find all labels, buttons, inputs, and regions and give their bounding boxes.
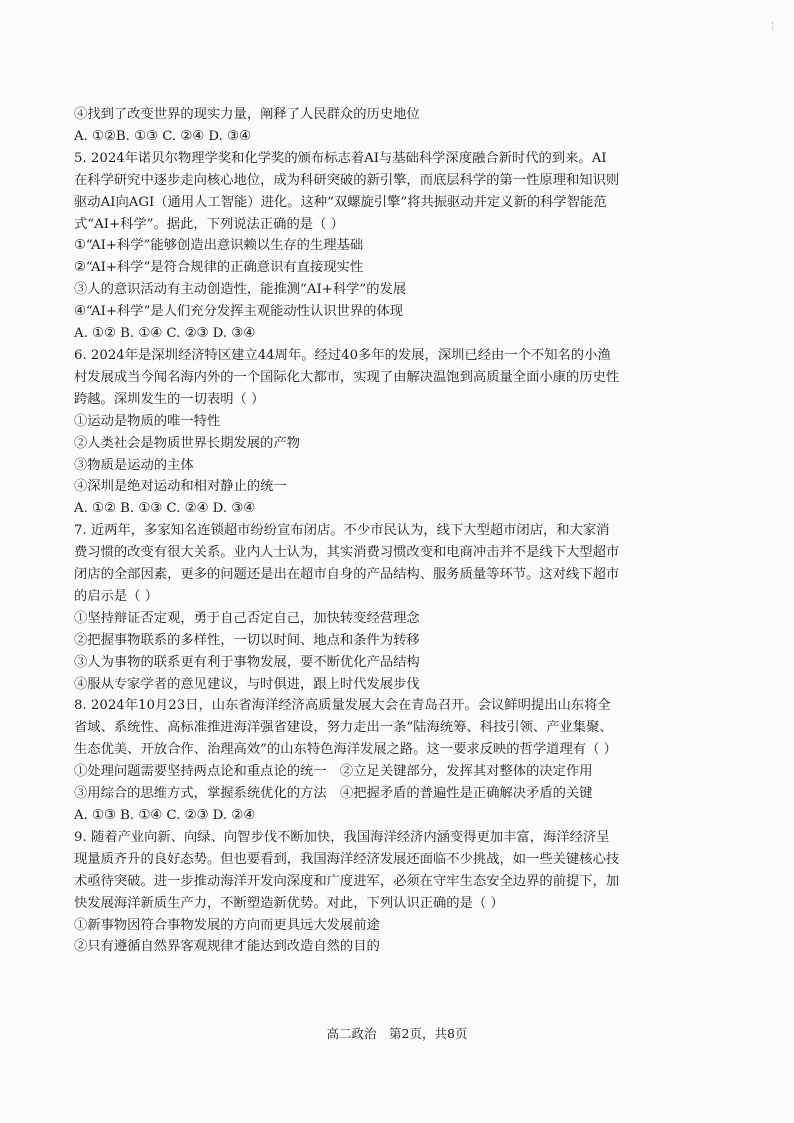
text-line: ③人为事物的联系更有利于事物发展，要不断优化产品结构 (74, 654, 420, 670)
text-line: A. ①②B. ①③ C. ②④ D. ③④ (74, 128, 251, 144)
text-line: ②把握事物联系的多样性，一切以时间、地点和条件为转移 (74, 632, 420, 648)
question-text (74, 104, 674, 958)
text-line: 跨越。深圳发生的一切表明（ ） (74, 391, 265, 407)
text-line: A. ①② B. ①④ C. ②③ D. ③④ (74, 326, 256, 342)
text-line: 驱动AI向AGI（通用人工智能）进化。这种“双螺旋引擎”将共振驱动并定义新的科学智能范 (74, 194, 607, 210)
text-line: ③用综合的思维方式，掌握系统优化的方法 ④把握矛盾的普遍性是正确解决矛盾的关键 (74, 786, 593, 802)
text-line: 省域、系统性、高标准推进海洋强省建设，努力走出一条“陆海统筹、科技引领、产业集聚、 (74, 720, 613, 736)
text-line: ①坚持辩证否定观，勇于自己否定自己，加快转变经营理念 (74, 610, 420, 626)
text-line: ②“AI+科学”是符合规律的正确意识有直接现实性 (74, 260, 364, 276)
text-line: 费习惯的改变有很大关系。业内人士认为，其实消费习惯改变和电商冲击并不是线下大型超市 (74, 545, 620, 561)
text-line: 闭店的全部因素，更多的问题还是出在超市自身的产品结构、服务质量等环节。这对线下超市 (74, 567, 620, 583)
text-line: ②人类社会是物质世界长期发展的产物 (74, 435, 301, 451)
text-line: 术亟待突破。进一步推动海洋开发向深度和广度进军，必须在守牢生态安全边界的前提下，加 (74, 873, 620, 889)
text-line: ④“AI+科学”是人们充分发挥主观能动性认识世界的体现 (74, 304, 404, 320)
text-line: 现量质齐升的良好态势。但也要看到，我国海洋经济发展还面临不少挑战，如一些关键核心技 (74, 851, 620, 867)
text-line: ④深圳是绝对运动和相对静止的统一 (74, 479, 287, 495)
text-line: A. ①② B. ①③ C. ②④ D. ③④ (74, 501, 256, 517)
text-line: 9. 随着产业向新、向绿、向智步伐不断加快，我国海洋经济内涵变得更加丰富，海洋经济呈 (74, 829, 610, 845)
text-line: ②只有遵循自然界客观规律才能达到改造自然的目的 (74, 939, 380, 955)
text-line: ④找到了改变世界的现实力量，阐释了人民群众的历史地位 (74, 107, 420, 122)
text-line: 式“AI+科学”。据此，下列说法正确的是（ ） (74, 216, 344, 232)
page-footer: 高二政治 第2页，共8页 (326, 1026, 468, 1041)
text-line: A. ①③ B. ①④ C. ②③ D. ②④ (74, 808, 256, 823)
text-line: ③人的意识活动有主动创造性，能推测“AI+科学”的发展 (74, 282, 407, 298)
text-line: 生态优美、开放合作、治理高效”的山东特色海洋发展之路。这一要求反映的哲学道理有（ ） (74, 742, 617, 758)
text-line: ①新事物因符合事物发展的方向而更具远大发展前途 (74, 917, 380, 933)
scan-mark (772, 22, 778, 30)
text-line: 6. 2024年是深圳经济特区建立44周年。经过40多年的发展，深圳已经由一个不知名的小渔 (74, 347, 611, 363)
text-line: ④服从专家学者的意见建议，与时俱进，跟上时代发展步伐 (74, 676, 420, 692)
text-line: 村发展成当今闻名海内外的一个国际化大都市，实现了由解决温饱到高质量全面小康的历史性 (74, 369, 620, 385)
text-line: ③物质是运动的主体 (74, 457, 194, 473)
text-line: ①运动是物质的唯一特性 (74, 413, 221, 429)
text-line: 5. 2024年诺贝尔物理学奖和化学奖的颁布标志着AI与基础科学深度融合新时代的到来。AI (74, 150, 607, 166)
text-line: ①处理问题需要坚持两点论和重点论的统一 ②立足关键部分，发挥其对整体的决定作用 (74, 764, 593, 780)
text-line: 在科学研究中逐步走向核心地位，成为科研突破的新引擎，而底层科学的第一性原理和知识则 (74, 172, 620, 188)
text-line: ①“AI+科学”能够创造出意识赖以生存的生理基础 (74, 238, 364, 254)
text-line: 7. 近两年，多家知名连锁超市纷纷宣布闭店。不少市民认为，线下大型超市闭店，和大家消 (74, 523, 610, 539)
text-line: 的启示是（ ） (74, 588, 159, 604)
text-line: 8. 2024年10月23日，山东省海洋经济高质量发展大会在青岛召开。会议鲜明提出山东将全 (74, 698, 611, 714)
text-line: 快发展海洋新质生产力，不断塑造新优势。对此，下列认识正确的是（ ） (74, 895, 504, 911)
